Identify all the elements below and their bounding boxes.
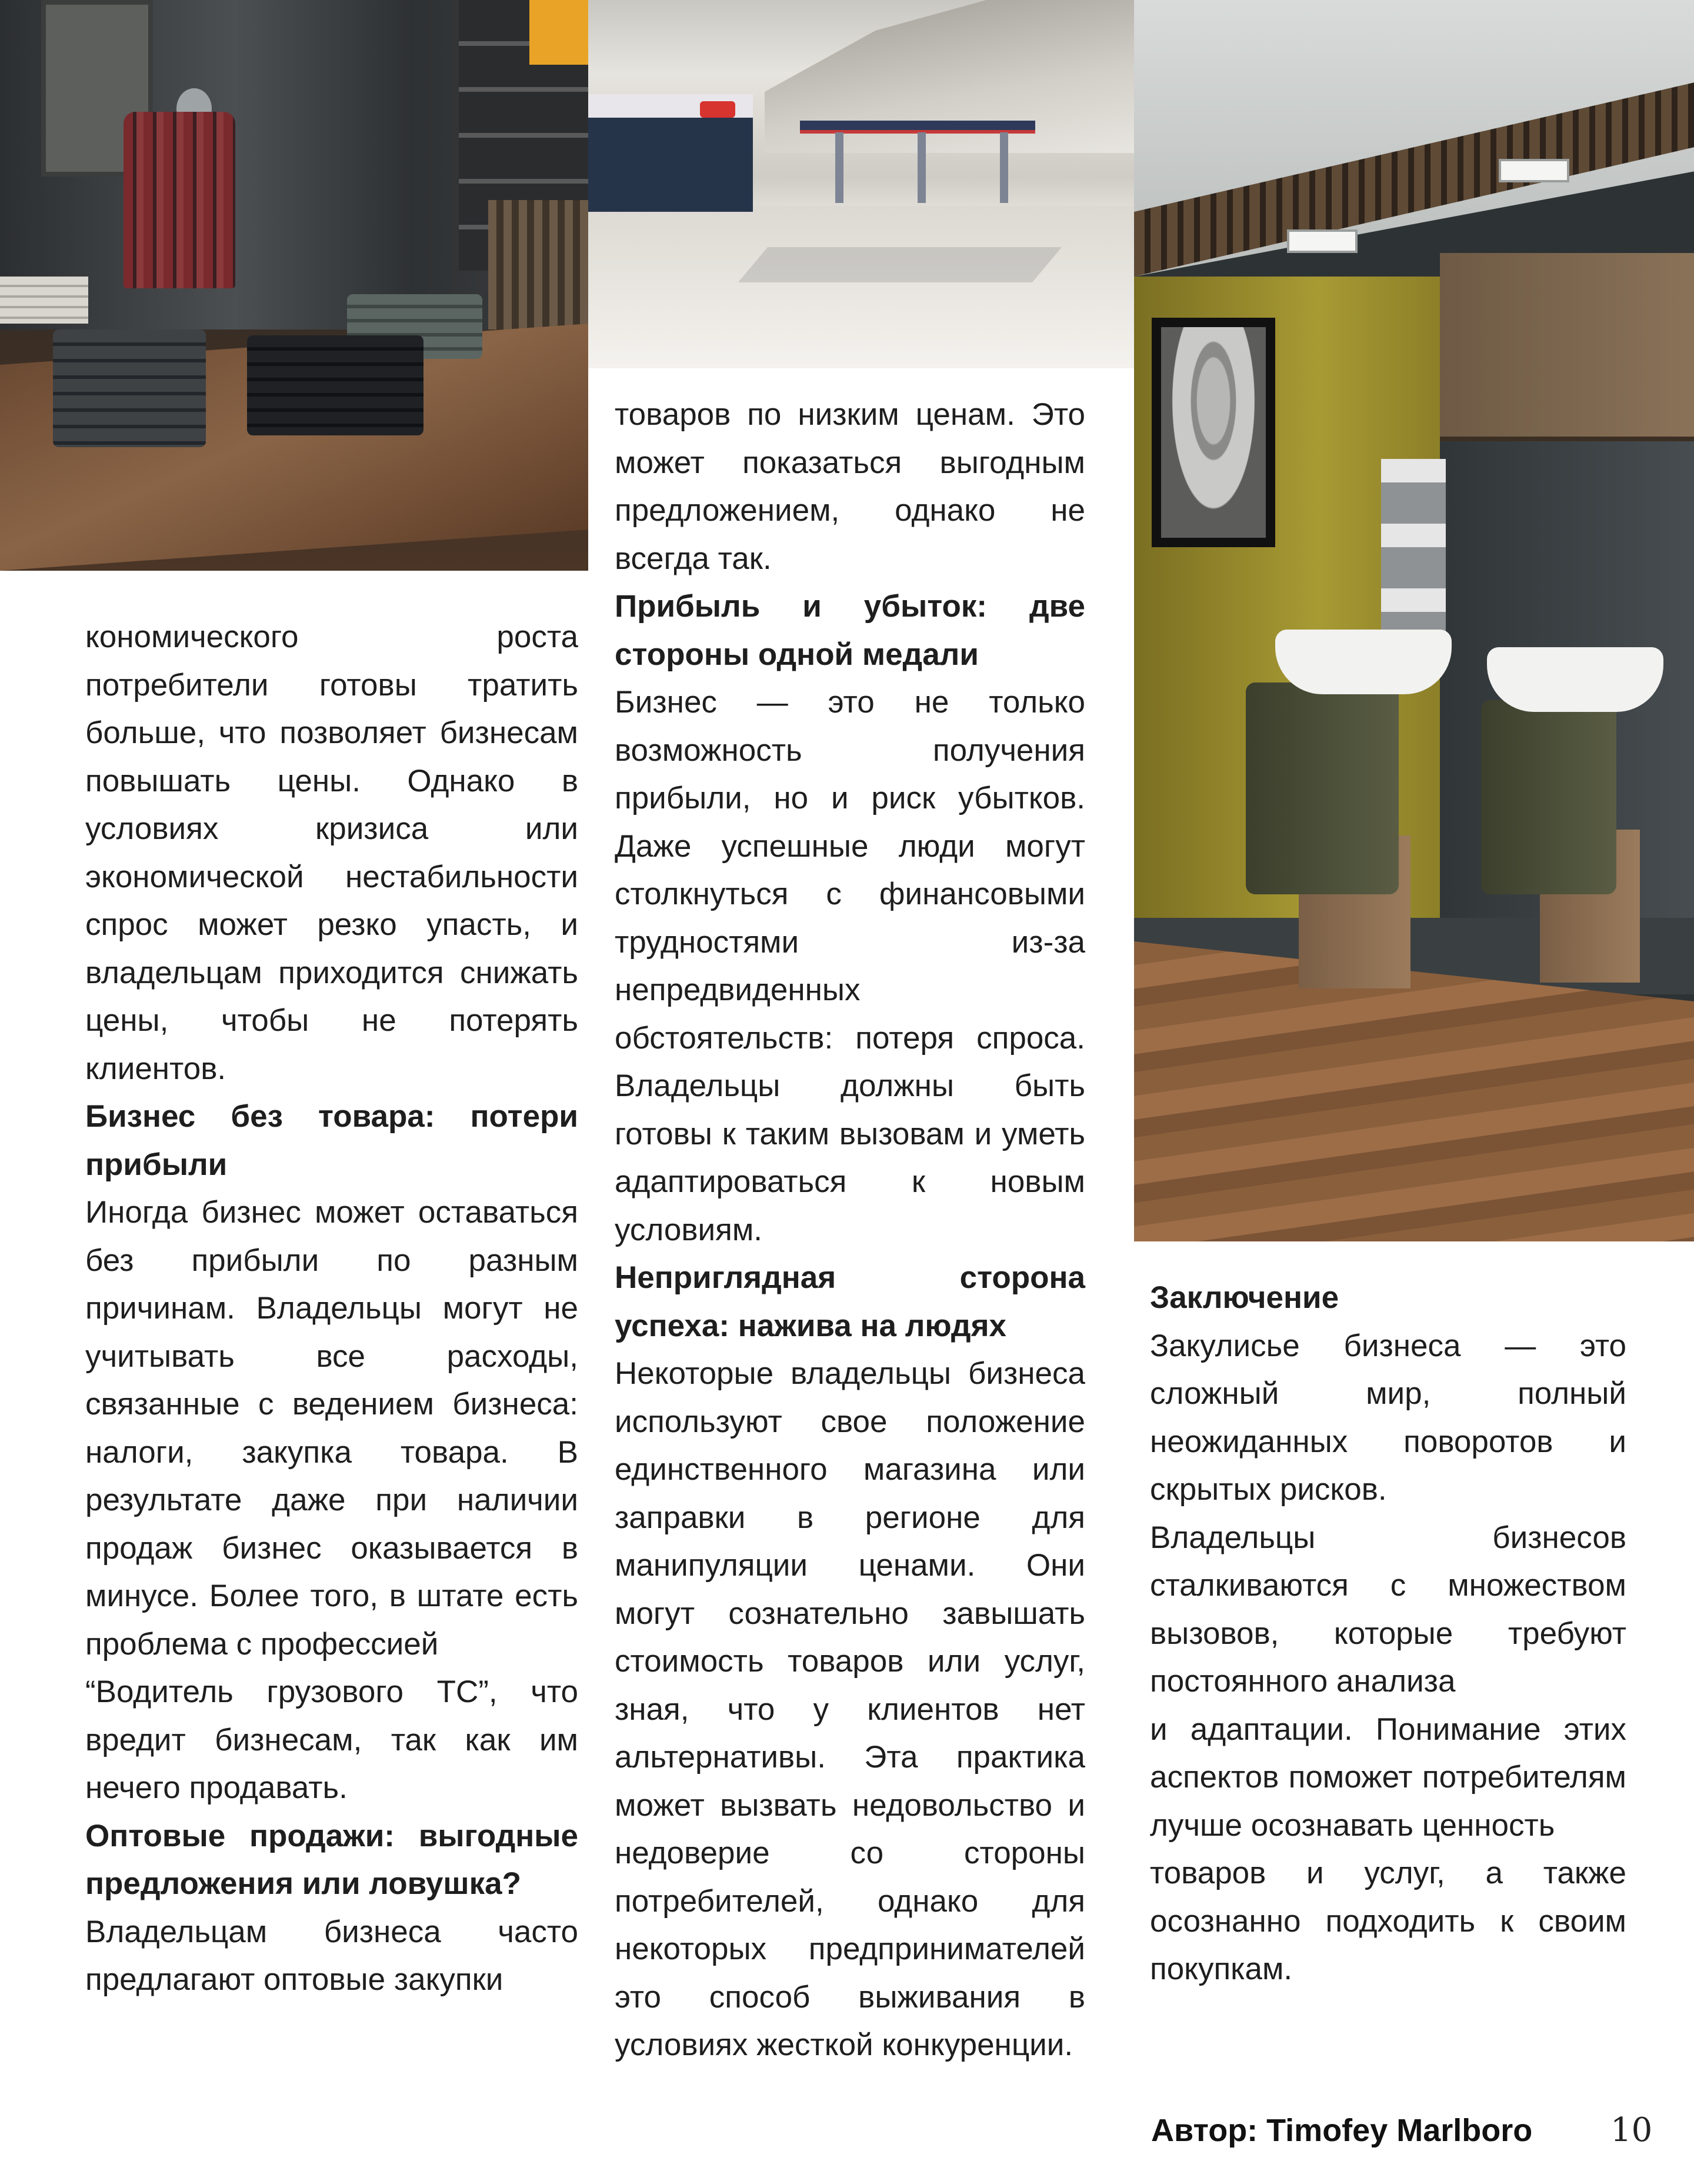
paragraph: Владельцы бизнесов сталкиваются с множеством вызовов, которые требуют постоянного анализа <box>1150 1520 1626 1699</box>
paragraph: товаров и услуг, а также осознанно подходить к своим покупкам. <box>1150 1856 1626 1986</box>
clothing-store-photo <box>0 0 588 571</box>
paragraph: и адаптации. Понимание этих аспектов поможет потребителям лучше осознавать ценность <box>1150 1712 1626 1843</box>
paragraph: кономического роста потребители готовы тратить больше, что позволяет бизнесам повышать цены. Однако в условиях кризиса или экономической нестабильности спрос может резко упасть, и владельцам приходится снижать цены, чтобы не потерять клиентов. <box>85 620 578 1086</box>
author-credit: Автор: Timofey Marlboro <box>1151 2113 1533 2148</box>
gas-station-photo <box>588 0 1134 368</box>
paragraph: Владельцам бизнеса часто предлагают оптовые закупки <box>85 1914 578 1997</box>
text-column-3 <box>1150 1274 1626 1993</box>
paragraph: “Водитель грузового ТС”, что вредит бизнесам, так как им нечего продавать. <box>85 1674 578 1805</box>
barber-salon-photo <box>1134 0 1694 1241</box>
paragraph: Бизнес — это не только возможность получения прибыли, но и риск убытков. Даже успешные люди могут столкнуться с финансовыми трудностями из-за непредвиденных обстоятельств: потеря спроса. Владельцы должны быть готовы к таким вызовам и уметь адаптироваться к новым условиям. <box>615 685 1085 1247</box>
page-number: 10 <box>1610 2111 1653 2149</box>
section-heading: Бизнес без товара: потери прибыли <box>85 1099 578 1182</box>
paragraph: Закулисье бизнеса — это сложный мир, полный неожиданных поворотов и скрытых рисков. <box>1150 1328 1626 1507</box>
paragraph: товаров по низким ценам. Это может показаться выгодным предложением, однако не всегда так. <box>615 397 1085 576</box>
section-heading: Оптовые продажи: выгодные предложения или ловушка? <box>85 1818 578 1901</box>
text-column-1 <box>85 613 578 2004</box>
section-heading: Прибыль и убыток: две стороны одной медали <box>615 589 1085 672</box>
paragraph: Некоторые владельцы бизнеса используют свое положение единственного магазина или заправки в регионе для манипуляции ценами. Они могут сознательно завышать стоимость товаров или услуг, зная, что у клиентов нет альтернативы. Эта практика может вызвать недовольство и недоверие со стороны потребителей, однако для некоторых предпринимателей это способ выживания в условиях жесткой конкуренции. <box>615 1356 1085 2062</box>
section-heading: Заключение <box>1150 1280 1339 1315</box>
paragraph: Иногда бизнес может оставаться без прибыли по разным причинам. Владельцы могут не учитывать все расходы, связанные с ведением бизнеса: налоги, закупка товара. В результате даже при наличии продаж бизнес оказывается в минусе. Более того, в штате есть проблема с профессией <box>85 1195 578 1662</box>
text-column-2 <box>615 391 1085 2069</box>
section-heading: Неприглядная сторона успеха: нажива на людях <box>615 1260 1085 1343</box>
